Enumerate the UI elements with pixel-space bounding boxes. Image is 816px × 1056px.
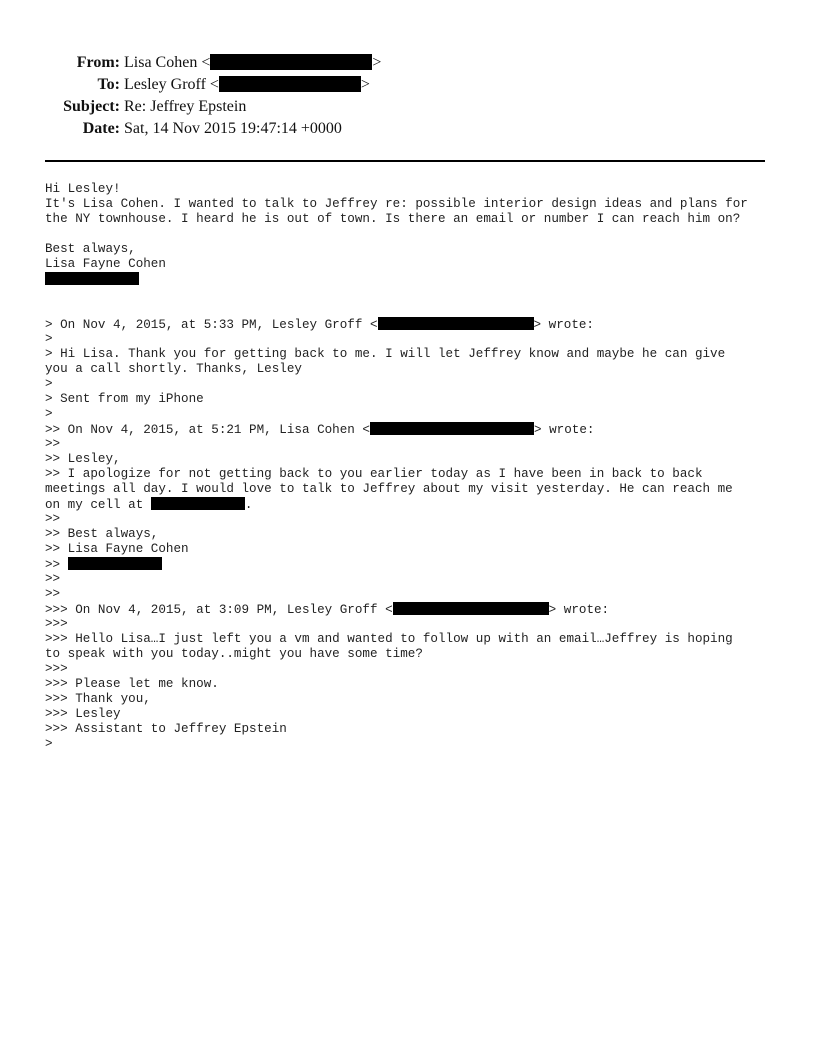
body-line: Best always, <box>45 242 136 256</box>
date-value: Sat, 14 Nov 2015 19:47:14 +0000 <box>124 120 342 137</box>
from-label: From: <box>76 54 120 71</box>
blank-line <box>45 302 785 317</box>
body-line: > <box>45 377 53 391</box>
from-value: Lisa Cohen < > <box>124 54 382 71</box>
body-line: >> Lesley, <box>45 452 121 466</box>
redaction-box <box>68 557 162 570</box>
to-value: Lesley Groff < > <box>124 76 370 93</box>
from-row <box>0 52 816 74</box>
header-divider <box>45 160 765 162</box>
body-line: >>> Hello Lisa…I just left you a vm and wanted to follow up with an email…Jeffrey is hoping <box>45 632 733 646</box>
body-line: It's Lisa Cohen. I wanted to talk to Jeffrey re: possible interior design ideas and plans for <box>45 197 748 211</box>
body-line: > <box>45 407 53 421</box>
body-line: meetings all day. I would love to talk to Jeffrey about my visit yesterday. He can reach me <box>45 482 733 496</box>
body-line: >>> Thank you, <box>45 692 151 706</box>
body-line: >> <box>45 572 61 586</box>
email-body <box>45 182 785 752</box>
redaction-box <box>210 54 372 70</box>
redaction-box <box>378 317 534 330</box>
redaction-box <box>151 497 245 510</box>
body-line: > <box>45 737 53 751</box>
body-line: >>> <box>45 617 68 631</box>
body-line: to speak with you today..might you have some time? <box>45 647 423 661</box>
cell-number-line: on my cell at . <box>45 498 253 512</box>
body-line: >> <box>45 512 61 526</box>
body-line: Hi Lesley! <box>45 182 121 196</box>
body-line: >> Lisa Fayne Cohen <box>45 542 189 556</box>
body-line: >> <box>45 437 61 451</box>
subject-value: Re: Jeffrey Epstein <box>124 98 247 115</box>
body-line: Lisa Fayne Cohen <box>45 257 166 271</box>
body-line: >> Best always, <box>45 527 159 541</box>
redaction-box <box>45 272 139 285</box>
body-line: you a call shortly. Thanks, Lesley <box>45 362 302 376</box>
quote-header-line: > On Nov 4, 2015, at 5:33 PM, Lesley Groff < > wrote: <box>45 318 594 332</box>
body-line: >>> Assistant to Jeffrey Epstein <box>45 722 287 736</box>
redaction-box <box>219 76 361 92</box>
body-line: > Sent from my iPhone <box>45 392 204 406</box>
date-row <box>0 118 816 140</box>
body-line: >> <box>45 587 61 601</box>
body-line: >>> <box>45 662 68 676</box>
blank-line <box>45 227 785 242</box>
blank-line <box>45 287 785 302</box>
subject-row <box>0 96 816 118</box>
body-line: >>> Please let me know. <box>45 677 219 691</box>
email-header <box>0 52 816 140</box>
redaction-box <box>370 422 534 435</box>
date-label: Date: <box>82 120 120 137</box>
to-label: To: <box>97 76 120 93</box>
redaction-box <box>393 602 549 615</box>
body-line: > Hi Lisa. Thank you for getting back to me. I will let Jeffrey know and maybe he can give <box>45 347 726 361</box>
body-line: > <box>45 332 53 346</box>
quote-header-line: >>> On Nov 4, 2015, at 3:09 PM, Lesley Groff < > wrote: <box>45 603 610 617</box>
subject-label: Subject: <box>63 98 120 115</box>
body-line: >>> Lesley <box>45 707 121 721</box>
signature-redaction-line <box>45 272 785 287</box>
body-line: the NY townhouse. I heard he is out of town. Is there an email or number I can reach him on? <box>45 212 741 226</box>
body-line: >> I apologize for not getting back to you earlier today as I have been in back to back <box>45 467 703 481</box>
quote-header-line: >> On Nov 4, 2015, at 5:21 PM, Lisa Cohen < > wrote: <box>45 423 595 437</box>
to-row <box>0 74 816 96</box>
signature-redaction-line: >> <box>45 557 785 572</box>
